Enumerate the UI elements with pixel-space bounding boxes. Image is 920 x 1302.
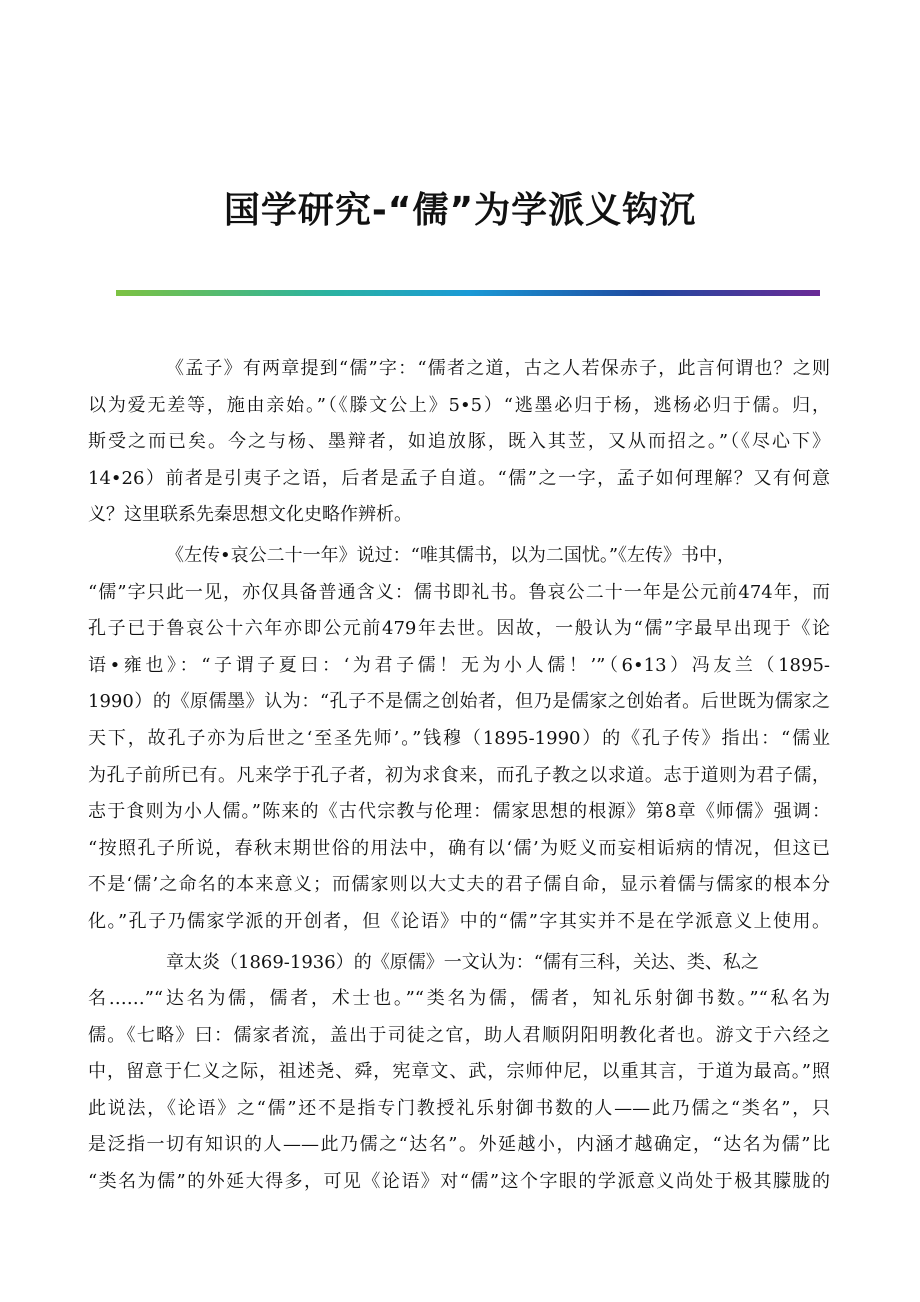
text-line: 志于食则为小人儒。”陈来的《古代宗教与伦理：儒家思想的根源》第8章《师儒》强调： <box>88 801 830 823</box>
text-line: 儒。《七略》曰：儒家者流，盖出于司徒之官，助人君顺阴阳明教化者也。游文于六经之 <box>88 1024 830 1046</box>
text-line: 孔子已于鲁哀公十六年亦即公元前479年去世。因故，一般认为“儒”字最早出现于《论 <box>88 618 830 640</box>
text-line: 天下，故孔子亦为后世之‘至圣先师’。”钱穆（1895-1990）的《孔子传》指出：“儒业 <box>88 727 830 749</box>
text-line: 《孟子》有两章提到“儒”字：“儒者之道，古之人若保赤子，此言何谓也？之则 <box>166 358 830 379</box>
text-line: 中，留意于仁义之际，祖述尧、舜，宪章文、武，宗师仲尼，以重其言，于道为最高。”照 <box>88 1061 830 1083</box>
paragraph <box>88 351 830 534</box>
text-line: 以为爱无差等，施由亲始。”（《滕文公上》5•5）“逃墨必归于杨，逃杨必归于儒。归， <box>88 394 830 416</box>
paragraph <box>88 945 830 1201</box>
text-line: 章太炎（1869-1936）的《原儒》一文认为：“儒有三科，关达、类、私之 <box>166 951 759 973</box>
text-line: 1990）的《原儒墨》认为：“孔子不是儒之创始者，但乃是儒家之创始者。后世既为儒家之 <box>88 691 830 713</box>
text-line: 语•雍也》：“子谓子夏曰：‘为君子儒！无为小人儒！’”（6•13）冯友兰（1895- <box>88 654 830 676</box>
text-line: 14•26）前者是引夷子之语，后者是孟子自道。“儒”之一字，孟子如何理解？又有何意 <box>88 467 830 489</box>
text-line: “类名为儒”的外延大得多，可见《论语》对“儒”这个字眼的学派意义尚处于极其朦胧的 <box>88 1171 830 1193</box>
title-divider <box>116 290 820 296</box>
text-line: 为孔子前所已有。凡来学于孔子者，初为求食来，而孔子教之以求道。志于道则为君子儒， <box>88 764 830 786</box>
text-line: 是泛指一切有知识的人——此乃儒之“达名”。外延越小，内涵才越确定，“达名为儒”比 <box>88 1134 830 1156</box>
text-line: 义？这里联系先秦思想文化史略作辨析。 <box>88 504 412 526</box>
text-line: 《左传•哀公二十一年》说过：“唯其儒书，以为二国忧。”《左传》书中， <box>166 544 736 566</box>
text-line: “按照孔子所说，春秋末期世俗的用法中，确有以‘儒’为贬义而妄相诟病的情况，但这已 <box>88 837 830 859</box>
text-line: 化。”孔子乃儒家学派的开创者，但《论语》中的“儒”字其实并不是在学派意义上使用。 <box>88 910 830 932</box>
document-body <box>88 351 830 1205</box>
text-line: 此说法，《论语》之“儒”还不是指专门教授礼乐射御书数的人——此乃儒之“类名”，只 <box>88 1097 830 1119</box>
paragraph <box>88 538 830 941</box>
text-line: 名……”“达名为儒，儒者，术士也。”“类名为儒，儒者，知礼乐射御书数。”“私名为 <box>88 988 830 1010</box>
document-title: 国学研究-“儒”为学派义钩沉 <box>223 190 697 231</box>
text-line: 不是‘儒’之命名的本来意义；而儒家则以大丈夫的君子儒自命，显示着儒与儒家的根本分 <box>88 874 830 896</box>
text-line: 斯受之而已矣。今之与杨、墨辩者，如追放豚，既入其苙，又从而招之。”（《尽心下》 <box>88 431 830 453</box>
text-line: “儒”字只此一见，亦仅具备普通含义：儒书即礼书。鲁哀公二十一年是公元前474年，而 <box>88 581 830 603</box>
